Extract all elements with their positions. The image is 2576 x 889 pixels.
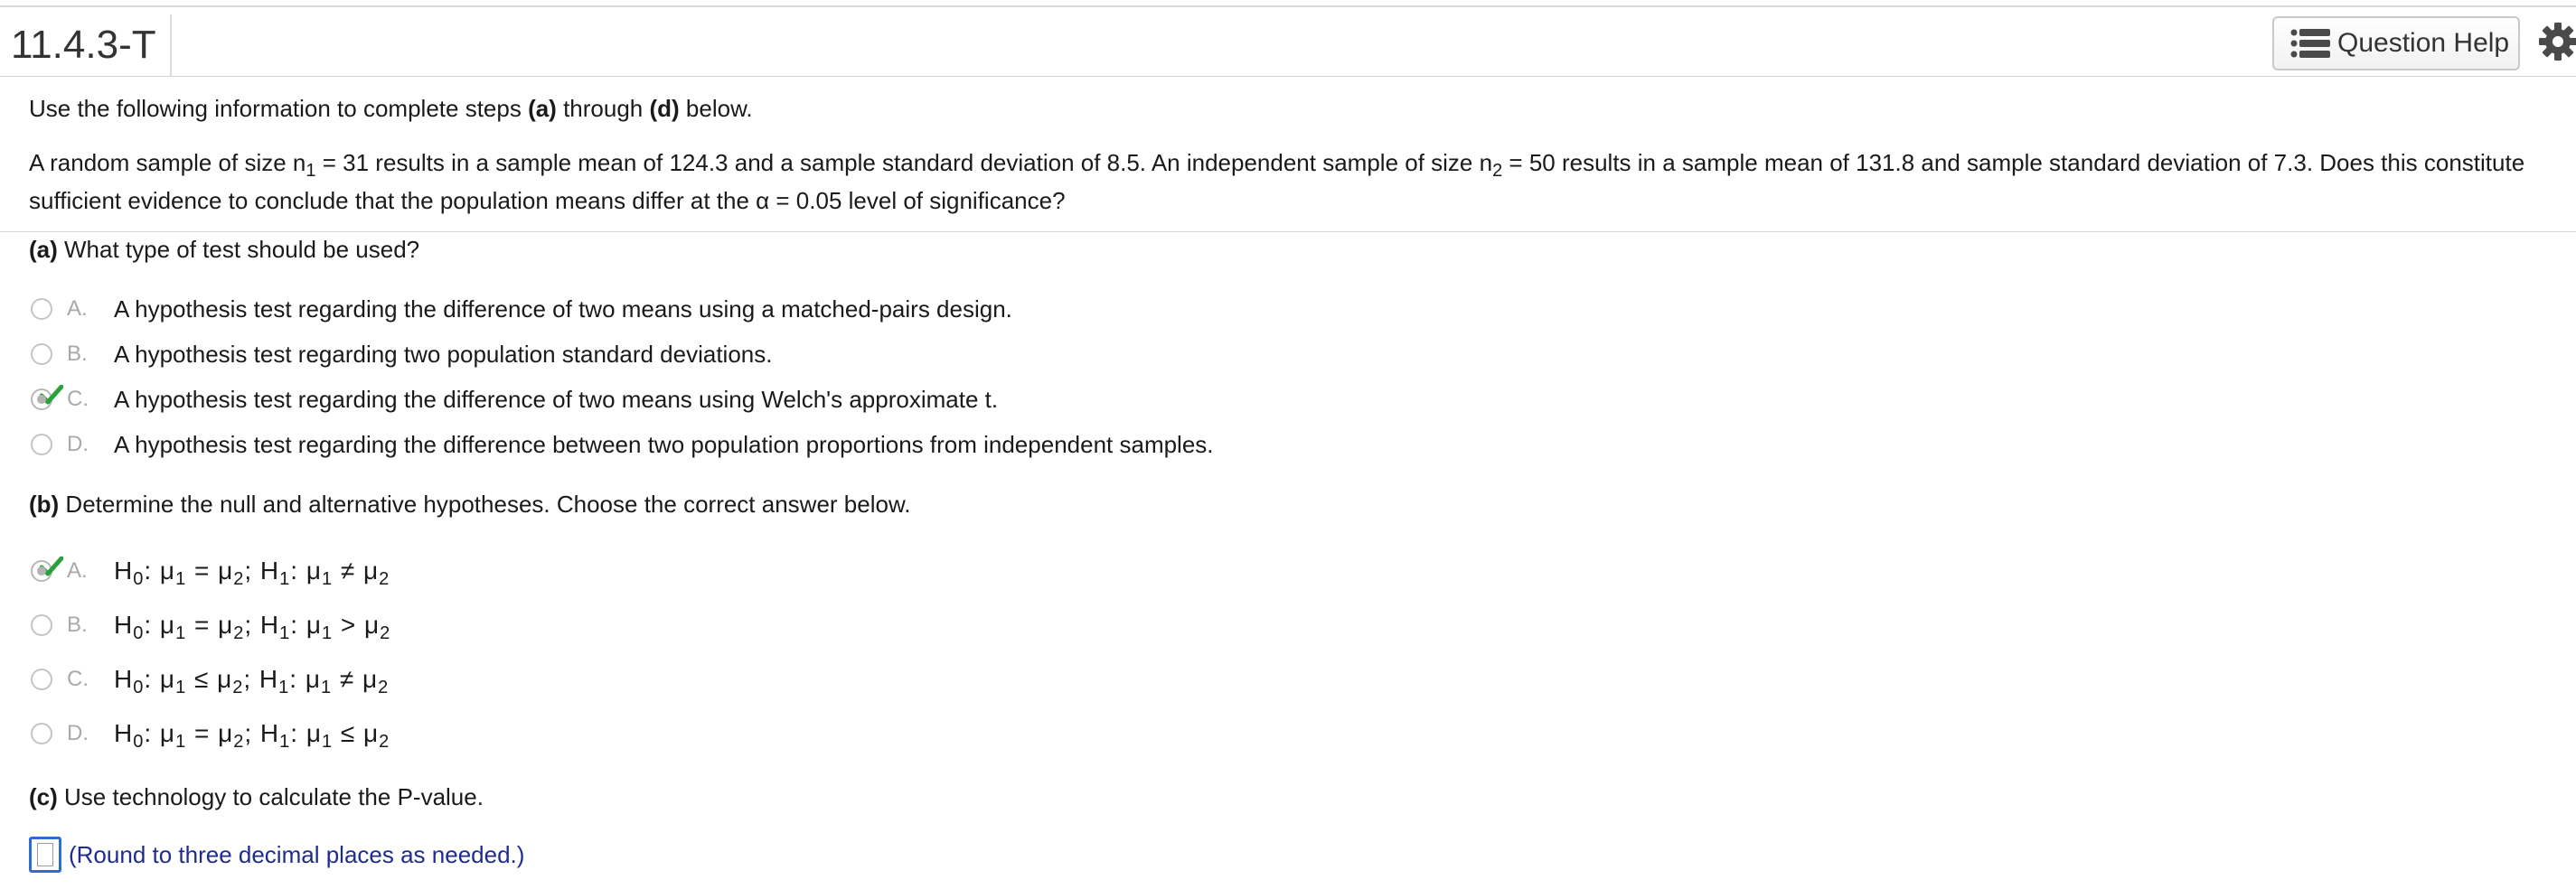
gear-icon[interactable]: [2538, 22, 2576, 61]
question-help-button[interactable]: [2272, 16, 2520, 70]
radio-button[interactable]: [31, 614, 52, 636]
choice-text: A hypothesis test regarding the difference of two means using Welch's approximate t.: [114, 385, 999, 413]
hypothesis-text: $H_0$: $\mu_1 = \mu_2$; $H_1$: $\mu_1 > \mu_2$: [114, 611, 391, 643]
choice-letter: C.: [67, 387, 89, 411]
instructions-through: through: [556, 95, 650, 122]
problem-sub2: 2: [1492, 161, 1503, 181]
instructions-prefix: Use the following information to complete steps: [29, 95, 529, 122]
rounding-hint: (Round to three decimal places as needed.): [69, 841, 525, 868]
part-b-choice-b[interactable]: [31, 607, 390, 643]
choice-letter: D.: [67, 721, 89, 745]
p-value-input[interactable]: [29, 837, 61, 873]
radio-button[interactable]: [31, 298, 52, 320]
problem-statement-line1: [29, 143, 2524, 182]
problem-part3: = 50 results in a sample mean of 131.8 and sample standard deviation of 7.3. Does this constitute: [1502, 149, 2525, 176]
question-header: [0, 7, 2576, 77]
part-a-choice-c[interactable]: [31, 381, 998, 417]
radio-button[interactable]: [31, 723, 52, 744]
radio-button[interactable]: [31, 343, 52, 365]
radio-button-selected[interactable]: [31, 560, 52, 582]
choice-letter: B.: [67, 613, 88, 637]
checkmark-icon: [40, 385, 63, 405]
part-a-label: (a): [29, 236, 58, 263]
choice-letter: D.: [67, 432, 89, 456]
part-a-text: What type of test should be used?: [57, 236, 420, 263]
list-icon: [2290, 28, 2332, 59]
instructions-suffix: below.: [679, 95, 753, 122]
part-a-choice-d[interactable]: [31, 426, 1214, 463]
choice-text: A hypothesis test regarding two population standard deviations.: [114, 340, 773, 368]
radio-button[interactable]: [31, 669, 52, 690]
instructions-d: (d): [649, 95, 680, 122]
radio-button-selected[interactable]: [31, 388, 52, 410]
header-divider: [170, 14, 172, 76]
choice-letter: C.: [67, 667, 89, 691]
part-a-choice-b[interactable]: [31, 336, 772, 372]
radio-button[interactable]: [31, 434, 52, 455]
part-b-text: Determine the null and alternative hypotheses. Choose the correct answer below.: [59, 491, 911, 518]
part-a-choice-a[interactable]: [31, 291, 1012, 327]
problem-part2: = 31 results in a sample mean of 124.3 and a sample standard deviation of 8.5. An independent sample of size n: [315, 149, 1493, 176]
part-c-text: Use technology to calculate the P-value.: [57, 783, 484, 810]
hypothesis-text: $H_0$: $\mu_1 = \mu_2$; $H_1$: $\mu_1 \ne \mu_2$: [114, 557, 390, 589]
instructions-a: (a): [528, 95, 557, 122]
question-id: 11.4.3-T: [11, 23, 156, 67]
choice-text: A hypothesis test regarding the difference between two population proportions from independent samples.: [114, 430, 1214, 458]
part-c-label: (c): [29, 783, 58, 810]
hypothesis-text: $H_0$: $\mu_1 = \mu_2$; $H_1$: $\mu_1 \le \mu_2$: [114, 719, 390, 752]
part-b-label: (b): [29, 491, 60, 518]
part-b-question: [29, 484, 911, 524]
part-c-question: [29, 777, 484, 817]
part-b-choice-a[interactable]: [31, 553, 390, 589]
instructions: [29, 89, 753, 128]
question-help-label: Question Help: [2337, 28, 2510, 58]
problem-part1: A random sample of size n: [29, 149, 306, 176]
choice-letter: A.: [67, 558, 88, 583]
problem-sub1: 1: [306, 161, 316, 181]
choice-text: A hypothesis test regarding the difference of two means using a matched-pairs design.: [114, 295, 1012, 323]
part-b-choice-c[interactable]: [31, 661, 389, 697]
part-a-question: [29, 229, 419, 269]
checkmark-icon: [40, 557, 63, 576]
problem-statement-line2: sufficient evidence to conclude that the population means differ at the α = 0.05 level of significance?: [29, 187, 1066, 214]
part-b-choice-d[interactable]: [31, 716, 390, 752]
choice-letter: A.: [67, 296, 88, 321]
hypothesis-text: $H_0$: $\mu_1 \le \mu_2$; $H_1$: $\mu_1 \ne \mu_2$: [114, 665, 390, 697]
choice-letter: B.: [67, 342, 88, 366]
